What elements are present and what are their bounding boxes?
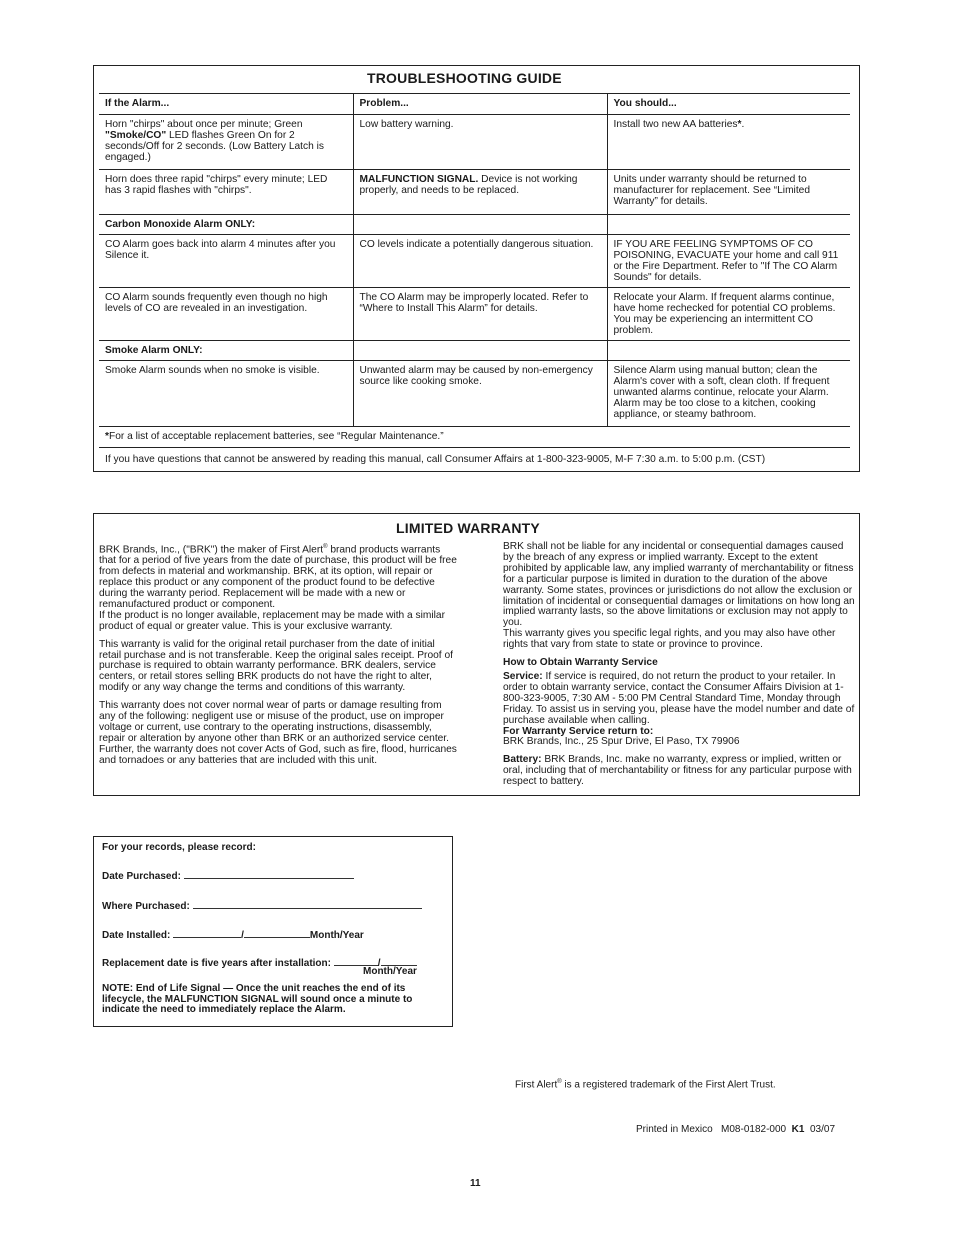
records-heading: For your records, please record: bbox=[102, 842, 256, 853]
service-paragraph: Service: If service is required, do not return the product to your retailer. In order to obtain warranty service, contact the Consumer Affairs Division at 1-800-323-9005, 7:30 AM - 5:00 PM Central Standard Time, Monday through Friday. To assist us in serving you, please have the model number and date of purchase available when calling. For Warranty Service return to: BRK Brands, Inc., 25 Spur Drive, El Paso, TX 79906 bbox=[503, 670, 855, 748]
row5-action: Silence Alarm using manual button; clean the Alarm's cover with a soft, clean cloth. If frequent unwanted alarms continue, relocate your Alarm. Alarm may be too close to a kitchen, cooking appliance, or steamy bathroom. bbox=[613, 365, 830, 420]
warranty-paragraph: This warranty is valid for the original retail purchaser from the date of initial retail purchase and is not transferable. Keep the original sales receipt. Proof of purchase is required to obtain warranty performance. BRK dealers, service centers, or retail stores selling BRK products do not have the right to alter, modify or any way change the terms and conditions of this warranty. bbox=[99, 638, 453, 694]
row4-action: Relocate your Alarm. If frequent alarms continue, have home rechecked for potential CO problems. You may be experiencing an intermittent CO problem. bbox=[613, 292, 836, 336]
troubleshooting-guide bbox=[93, 65, 860, 472]
consumer-affairs-contact: If you have questions that cannot be answered by reading this manual, call Consumer Affairs at 1-800-323-9005, M-F 7:30 a.m. to 5:00 p.m. (CST) bbox=[105, 454, 766, 465]
end-of-life-note: NOTE: End of Life Signal — Once the unit reaches the end of its lifecycle, the MALFUNCTION SIGNAL will sound once a minute to indicate the need to immediately replace the Alarm. bbox=[102, 983, 413, 1015]
battery-footnote: *For a list of acceptable replacement batteries, see “Regular Maintenance.” bbox=[105, 431, 444, 442]
trademark-notice: First Alert® is a registered trademark of the First Alert Trust. bbox=[515, 1079, 776, 1091]
battery-paragraph: Battery: BRK Brands, Inc. make no warranty, express or implied, written or oral, including that of merchantability or fitness for any particular purpose with respect to battery. bbox=[503, 754, 852, 788]
header-you-should: You should... bbox=[613, 98, 677, 109]
row3-alarm: CO Alarm goes back into alarm 4 minutes after you Silence it. bbox=[99, 235, 353, 288]
where-purchased-field[interactable]: Where Purchased: bbox=[102, 900, 422, 913]
table-header-row bbox=[99, 94, 850, 115]
how-to-obtain-heading: How to Obtain Warranty Service bbox=[503, 657, 658, 669]
row4-problem: The CO Alarm may be improperly located. Refer to “Where to Install This Alarm” for details. bbox=[353, 288, 607, 341]
date-installed-field[interactable]: Date Installed: / Month/Year bbox=[102, 930, 364, 941]
row2-problem: MALFUNCTION SIGNAL. Device is not working properly, and needs to be replaced. bbox=[353, 170, 607, 215]
contact-row bbox=[99, 448, 850, 470]
table-row bbox=[99, 235, 850, 288]
warranty-paragraph: BRK shall not be liable for any incidental or consequential damages caused by the breach of any express or implied warranty. Except to the extent prohibited by applicable law, any implied warranty of merchantability or fitness for a particular purpose is limited in duration to the duration of the above warranty. Some states, provinces or jurisdictions do not allow the exclusion or limitation of incidental or consequential damages or limitations on how long an implied warranty lasts, so the above limitations or exclusion may not apply to you. This warranty gives you specific legal rights, and you may also have other rights that vary from state to state or province to province. bbox=[503, 541, 855, 651]
warranty-right-column bbox=[503, 542, 855, 795]
row5-alarm: Smoke Alarm sounds when no smoke is visible. bbox=[99, 361, 353, 427]
troubleshooting-title: TROUBLESHOOTING GUIDE bbox=[367, 70, 562, 86]
header-problem: Problem... bbox=[353, 94, 607, 115]
section-row-co bbox=[99, 215, 850, 235]
limited-warranty bbox=[93, 513, 860, 796]
date-purchased-field[interactable]: Date Purchased: bbox=[102, 870, 354, 883]
table-row bbox=[99, 170, 850, 215]
records-box bbox=[93, 836, 453, 1027]
section-co-label: Carbon Monoxide Alarm ONLY: bbox=[99, 215, 353, 235]
row1-action: Install two new AA batteries*. bbox=[613, 119, 745, 130]
table-row bbox=[99, 115, 850, 170]
row3-problem: CO levels indicate a potentially dangerous situation. bbox=[353, 235, 607, 288]
row1-problem: Low battery warning. bbox=[353, 115, 607, 170]
warranty-paragraph: This warranty does not cover normal wear of parts or damage resulting from any of the following: negligent use or misuse of the product, use on improper voltage or current, use contrary to the operating instructions, disassembly, repair or alteration by anyone other than BRK or an authorized service center. Further, the warranty does not cover Acts of God, such as fire, flood, hurricanes and tornadoes or any batteries that are included with this unit. bbox=[99, 700, 457, 766]
row2-action: Units under warranty should be returned to manufacturer for replacement. See “Limited Warranty” for details. bbox=[613, 174, 810, 207]
page-number: 11 bbox=[470, 1178, 481, 1189]
troubleshooting-table bbox=[99, 93, 850, 470]
row5-problem: Unwanted alarm may be caused by non-emergency source like cooking smoke. bbox=[353, 361, 607, 427]
header-if-alarm: If the Alarm... bbox=[99, 94, 353, 115]
section-smoke-label: Smoke Alarm ONLY: bbox=[99, 341, 353, 361]
replacement-date-field[interactable]: Replacement date is five years after installation: / bbox=[102, 957, 417, 970]
table-row bbox=[99, 361, 850, 427]
footnote-row bbox=[99, 427, 850, 448]
warranty-paragraph: BRK Brands, Inc., ("BRK") the maker of First Alert® brand products warrants that for a period of five years from the date of purchase, this product will be free from defects in material and workmanship. BRK, at its option, will repair or replace this product or any component of the product found to be defective during the warranty period. Replacement will be made with a new or remanufactured product or component. If the product is no longer available, replacement may be made with a similar product of equal or greater value. This is your exclusive warranty. bbox=[99, 544, 457, 632]
replacement-month-year-label: Month/Year bbox=[363, 966, 417, 977]
warranty-title: LIMITED WARRANTY bbox=[396, 520, 540, 536]
row1-alarm: Horn "chirps" about once per minute; Green "Smoke/CO" LED flashes Green On for 2 seconds/Off for 2 seconds. (Low Battery Latch is engaged.) bbox=[99, 115, 353, 170]
printed-info: Printed in Mexico M08-0182-000 K1 03/07 bbox=[636, 1124, 836, 1135]
warranty-left-column bbox=[99, 542, 459, 774]
section-row-smoke bbox=[99, 341, 850, 361]
table-row bbox=[99, 288, 850, 341]
row2-alarm: Horn does three rapid "chirps" every minute; LED has 3 rapid flashes with "chirps". bbox=[99, 170, 353, 215]
row4-alarm: CO Alarm sounds frequently even though no high levels of CO are revealed in an investigation. bbox=[99, 288, 353, 341]
row3-action: IF YOU ARE FEELING SYMPTOMS OF CO POISONING, EVACUATE your home and call 911 or the Fire Department. Refer to "If The CO Alarm Sounds" for details. bbox=[613, 239, 839, 283]
